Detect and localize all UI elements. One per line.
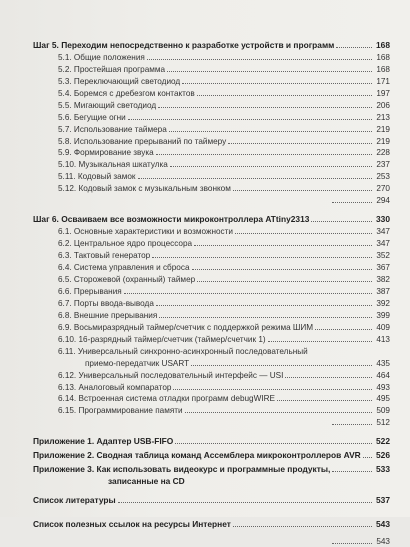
- toc-entry-title: 6.1. Основные характеристики и возможности: [58, 227, 233, 236]
- toc-entry: [330, 537, 390, 547]
- toc-entry: [33, 436, 390, 446]
- toc-entry-title: 6.13. Аналоговый компаратор: [58, 383, 172, 392]
- toc-leader-dots: [311, 215, 372, 222]
- toc-entry-title: 6.11. Универсальный синхронно-асинхронный последовательный: [58, 347, 308, 356]
- toc-entry: [58, 347, 390, 357]
- toc-entry-page: 382: [376, 275, 390, 284]
- toc-entry-title: 6.10. 16-разрядный таймер/счетчик (таймер/счетчик 1): [58, 335, 266, 344]
- toc-leader-dots: [128, 113, 372, 120]
- toc-entry: [58, 53, 390, 63]
- toc-leader-dots: [156, 148, 372, 155]
- toc-entry-page: 168: [376, 53, 390, 62]
- toc-entry: [58, 311, 390, 321]
- toc-entry-title: 5.6. Бегущие огни: [58, 113, 126, 122]
- toc-entry-page: 228: [376, 148, 390, 157]
- toc-entry: [58, 371, 390, 381]
- toc-entry-page: 413: [376, 335, 390, 344]
- toc-entry: [330, 196, 390, 206]
- toc-entry-page: 352: [376, 251, 390, 260]
- toc-entry: [58, 160, 390, 170]
- toc-entry: [33, 214, 390, 224]
- toc-leader-dots: [233, 520, 372, 527]
- toc-entry-title: 6.15. Программирование памяти: [58, 406, 183, 415]
- toc-entry-page: 168: [376, 65, 390, 74]
- toc-entry-page: 493: [376, 383, 390, 392]
- toc-entry-page: 253: [376, 172, 390, 181]
- toc-entry-title: 5.12. Кодовый замок с музыкальным звонком: [58, 184, 231, 193]
- toc-entry-title: Список полезных ссылок на ресурсы Интернет: [33, 519, 231, 529]
- toc-entry-page: 347: [376, 239, 390, 248]
- toc-entry-page: 522: [376, 436, 390, 446]
- toc-entry-title: Список литературы: [33, 495, 116, 505]
- toc-entry: [58, 394, 390, 404]
- toc-entry-page: 435: [376, 359, 390, 368]
- toc-entry-page: 399: [376, 311, 390, 320]
- toc-entry-title: 5.10. Музыкальная шкатулка: [58, 160, 168, 169]
- toc-entry: [33, 495, 390, 505]
- toc-leader-dots: [228, 137, 372, 144]
- toc-entry: [58, 172, 390, 182]
- toc-entry: [58, 383, 390, 393]
- toc-leader-dots: [233, 184, 372, 191]
- toc-entry: [58, 239, 390, 249]
- toc-entry-title: 6.14. Встроенная система отладки программ debugWIRE: [58, 394, 275, 403]
- toc-entry: [58, 148, 390, 158]
- toc-entry-page: 533: [376, 464, 390, 474]
- toc-leader-dots: [336, 41, 372, 48]
- toc-leader-dots: [138, 172, 372, 179]
- toc-entry-title: 5.3. Переключающий светодиод: [58, 77, 181, 86]
- toc-entry: [85, 359, 390, 369]
- toc-entry-page: 294: [376, 196, 390, 205]
- toc-entry-page: 543: [376, 537, 390, 546]
- toc-leader-dots: [363, 451, 372, 458]
- toc-entry: [58, 227, 390, 237]
- toc-entry-page: 495: [376, 394, 390, 403]
- toc-leader-dots: [152, 251, 372, 258]
- toc-leader-dots: [194, 239, 372, 246]
- toc-entry-title: 6.3. Тактовый генератор: [58, 251, 151, 260]
- toc-entry: [33, 464, 390, 474]
- toc-entry-title: 5.11. Кодовый замок: [58, 172, 136, 181]
- toc-entry-page: 237: [376, 160, 390, 169]
- toc-entry-page: 171: [376, 77, 390, 86]
- toc-entry-title: 6.8. Внешние прерывания: [58, 311, 158, 320]
- toc-entry: [58, 89, 390, 99]
- toc-entry-title: 6.2. Центральное ядро процессора: [58, 239, 193, 248]
- toc-entry: [58, 113, 390, 123]
- toc-entry: [58, 101, 390, 111]
- toc-entry-title: 6.12. Универсальный последовательный интерфейс — USI: [58, 371, 284, 380]
- toc-entry: [58, 65, 390, 75]
- toc-entry-title: 5.5. Мигающий светодиод: [58, 101, 157, 110]
- toc-entry-title: 5.9. Формирование звука: [58, 148, 154, 157]
- toc-entry: [108, 476, 390, 486]
- toc-entry-page: 409: [376, 323, 390, 332]
- toc-entry: [330, 418, 390, 428]
- toc-entry-title: Шаг 6. Осваиваем все возможности микроконтроллера ATtiny2313: [33, 214, 310, 224]
- toc-leader-dots: [182, 77, 372, 84]
- toc-entry-page: 543: [376, 519, 390, 529]
- toc-entry: [58, 125, 390, 135]
- toc-entry-page: 367: [376, 263, 390, 272]
- toc-leader-dots: [173, 383, 372, 390]
- toc-entry: [58, 323, 390, 333]
- toc-entry-page: 213: [376, 113, 390, 122]
- toc-entry-title: 6.7. Порты ввода-вывода: [58, 299, 154, 308]
- toc-entry: [33, 450, 390, 460]
- toc-entry: [58, 287, 390, 297]
- toc-entry-title: 5.1. Общие положения: [58, 53, 145, 62]
- toc-entry: [58, 275, 390, 285]
- toc-leader-dots: [175, 437, 372, 444]
- toc-entry: [33, 40, 390, 50]
- toc-leader-dots: [332, 537, 372, 544]
- toc-entry-title: приемо-передатчик USART: [85, 359, 190, 368]
- toc-entry-page: 512: [376, 418, 390, 427]
- toc-entry-page: 537: [376, 495, 390, 505]
- toc-entry-page: 392: [376, 299, 390, 308]
- toc-entry-title: Приложение 3. Как использовать видеокурс и программные продукты,: [33, 464, 331, 474]
- toc-entry-title: Шаг 5. Переходим непосредственно к разработке устройств и программ: [33, 40, 335, 50]
- toc-entry: [58, 406, 390, 416]
- toc-leader-dots: [197, 89, 372, 96]
- toc-entry-page: 197: [376, 89, 390, 98]
- toc-leader-dots: [124, 287, 372, 294]
- toc-entry: [58, 335, 390, 345]
- toc-entry-title: Приложение 1. Адаптер USB-FIFO: [33, 436, 174, 446]
- toc-entry-page: 219: [376, 137, 390, 146]
- toc-entry-title: 6.6. Прерывания: [58, 287, 122, 296]
- toc-entry-page: 464: [376, 371, 390, 380]
- toc-leader-dots: [332, 418, 372, 425]
- toc-leader-dots: [315, 323, 372, 330]
- toc-entry: [58, 251, 390, 261]
- toc-entry-page: 219: [376, 125, 390, 134]
- toc-entry: [58, 299, 390, 309]
- toc-entry: [33, 519, 390, 529]
- toc-leader-dots: [192, 263, 373, 270]
- toc-leader-dots: [187, 478, 372, 484]
- toc-entry-page: 168: [376, 40, 390, 50]
- toc-leader-dots: [158, 101, 372, 108]
- toc-entry-title: 5.8. Использование прерываний по таймеру: [58, 137, 227, 146]
- toc-leader-dots: [197, 275, 372, 282]
- toc-entry: [58, 263, 390, 273]
- toc-leader-dots: [118, 496, 372, 503]
- toc-leader-dots: [235, 227, 372, 234]
- toc-entry: [58, 77, 390, 87]
- toc-entry: [58, 137, 390, 147]
- toc-entry-page: 526: [376, 450, 390, 460]
- toc-leader-dots: [285, 371, 372, 378]
- toc-entry-title: записанные на CD: [108, 476, 185, 486]
- toc-entry-page: 347: [376, 227, 390, 236]
- toc-leader-dots: [332, 196, 372, 203]
- toc-leader-dots: [185, 406, 372, 413]
- toc-leader-dots: [268, 335, 372, 342]
- toc-entry-page: 330: [376, 214, 390, 224]
- toc-entry-title: 5.7. Использование таймера: [58, 125, 167, 134]
- toc-entry-title: 6.4. Система управления и сброса: [58, 263, 190, 272]
- toc-leader-dots: [169, 125, 372, 132]
- toc-leader-dots: [191, 359, 372, 366]
- toc-entry-page: 206: [376, 101, 390, 110]
- toc-leader-dots: [277, 394, 372, 401]
- toc-leader-dots: [167, 65, 372, 72]
- toc-leader-dots: [156, 299, 372, 306]
- toc-entry-page: 509: [376, 406, 390, 415]
- toc-leader-dots: [159, 311, 372, 318]
- toc-leader-dots: [170, 160, 372, 167]
- toc-entry-title: 6.9. Восьмиразрядный таймер/счетчик с поддержкой режима ШИМ: [58, 323, 314, 332]
- toc-entry-page: 270: [376, 184, 390, 193]
- toc-leader-dots: [147, 53, 372, 60]
- toc-entry-title: 5.4. Боремся с дребезгом контактов: [58, 89, 195, 98]
- toc-leader-dots: [332, 465, 372, 472]
- toc-entry-title: Приложение 2. Сводная таблица команд Ассемблера микроконтроллеров AVR: [33, 450, 361, 460]
- toc-entry-title: 6.5. Сторожевой (охранный) таймер: [58, 275, 196, 284]
- toc-entry-title: 5.2. Простейшая программа: [58, 65, 166, 74]
- toc-entry-page: 387: [376, 287, 390, 296]
- toc-entry: [58, 184, 390, 194]
- toc-leader-dots: [310, 348, 372, 354]
